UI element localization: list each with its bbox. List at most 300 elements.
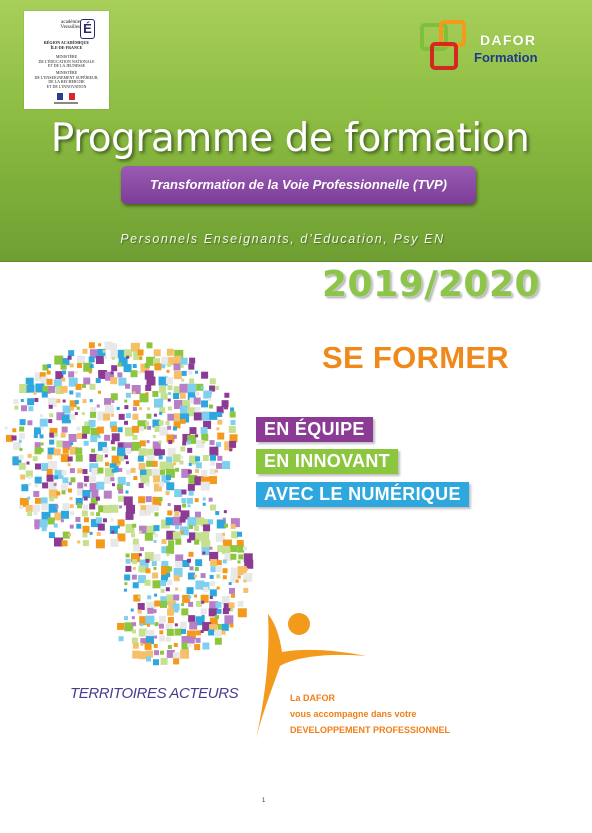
map-tile [27, 398, 34, 405]
map-tile [223, 559, 227, 563]
map-tile [84, 497, 88, 501]
map-tile [70, 442, 73, 445]
map-tile [181, 358, 188, 365]
map-tile [125, 448, 131, 454]
map-tile [188, 552, 193, 557]
map-tile [147, 595, 151, 599]
map-tile [90, 399, 93, 402]
map-tile [210, 589, 217, 596]
map-tile [230, 420, 235, 425]
map-tile [202, 615, 205, 618]
map-tile [133, 539, 139, 545]
map-tile [33, 505, 40, 512]
map-tile [131, 468, 136, 473]
map-tile [216, 442, 221, 447]
map-tile [124, 589, 127, 592]
map-tile [229, 623, 233, 627]
map-tile [243, 588, 248, 593]
map-tile [209, 412, 217, 420]
map-tile [118, 519, 125, 526]
map-tile [47, 364, 51, 368]
map-tile [40, 448, 44, 452]
map-tile [175, 539, 181, 545]
map-tile [56, 399, 60, 403]
map-tile [222, 461, 230, 469]
map-tile [180, 461, 184, 465]
map-tile [188, 364, 194, 370]
map-tile [215, 615, 219, 619]
map-tile [104, 356, 107, 359]
map-tile [133, 400, 139, 406]
map-tile [159, 440, 162, 443]
header-band [0, 0, 592, 262]
map-tile [167, 567, 172, 572]
map-tile [229, 426, 236, 433]
map-tile [76, 384, 82, 390]
map-tile [84, 484, 87, 487]
map-tile [222, 533, 225, 536]
dafor-line-2: vous accompagne dans votre [290, 709, 417, 719]
map-tile [189, 463, 192, 466]
map-tile [173, 393, 179, 399]
map-tile [145, 421, 149, 425]
map-tile [13, 399, 18, 404]
map-tile [68, 350, 74, 356]
map-tile [153, 609, 157, 613]
marianne-flag-icon [57, 93, 75, 100]
map-tile [161, 539, 166, 544]
map-tile [126, 553, 130, 557]
map-tile [140, 623, 143, 626]
map-tile [189, 378, 194, 383]
dafor-formation-logo [418, 20, 558, 72]
map-tile [168, 392, 171, 395]
map-tile [195, 469, 199, 473]
map-tile [33, 491, 39, 497]
map-tile [167, 609, 174, 616]
map-tile [40, 434, 44, 438]
map-tile [54, 475, 58, 479]
map-tile [215, 602, 221, 608]
map-tile [173, 426, 177, 430]
map-tile [201, 386, 204, 389]
map-tile [21, 484, 28, 491]
map-tile [154, 650, 159, 655]
map-tile [126, 461, 129, 464]
map-tile [126, 356, 129, 359]
map-tile [195, 567, 199, 571]
map-tile [181, 498, 186, 503]
map-tile [54, 524, 58, 528]
map-tile [61, 511, 69, 519]
map-tile [175, 588, 178, 591]
map-tile [166, 482, 174, 490]
map-tile [90, 532, 93, 535]
map-tile [154, 622, 158, 626]
map-tile [117, 372, 122, 377]
map-tile [173, 454, 181, 462]
map-tile [83, 540, 89, 546]
map-tile [160, 601, 167, 608]
map-tile [145, 580, 151, 586]
map-tile [203, 587, 208, 592]
map-tile [34, 398, 38, 402]
map-tile [27, 462, 30, 465]
map-tile [33, 456, 38, 461]
map-tile [77, 540, 80, 543]
map-tile [82, 426, 90, 434]
map-tile [34, 483, 38, 487]
map-tile [126, 470, 131, 475]
map-tile [195, 512, 201, 518]
map-tile [69, 391, 73, 395]
map-tile [209, 447, 218, 456]
map-tile [210, 505, 216, 511]
page-title: Programme de formation [50, 116, 530, 161]
map-tile [132, 651, 140, 659]
map-tile [145, 533, 153, 541]
map-tile [111, 440, 115, 444]
dafor-logo-sub: Formation [474, 50, 538, 65]
map-tile [229, 582, 232, 585]
map-tile [132, 414, 138, 420]
map-tile [187, 384, 196, 393]
map-tile [82, 469, 87, 474]
map-tile [118, 363, 122, 367]
map-tile [152, 573, 158, 579]
map-tile [209, 498, 213, 502]
map-tile [224, 393, 229, 398]
map-tile [182, 441, 186, 445]
map-tile [230, 609, 233, 612]
map-tile [153, 476, 160, 483]
map-tile [82, 510, 88, 516]
map-tile [173, 595, 179, 601]
map-tile [12, 435, 17, 440]
map-tile [40, 414, 43, 417]
map-tile [189, 525, 193, 529]
map-tile [181, 379, 184, 382]
map-tile [154, 644, 158, 648]
map-tile [146, 461, 152, 467]
map-tile [230, 554, 236, 560]
map-tile [105, 462, 109, 466]
map-tile [131, 370, 138, 377]
map-tile [209, 547, 212, 550]
map-tile [112, 469, 116, 473]
map-tile [125, 384, 130, 389]
map-tile [118, 496, 124, 502]
academie-logo-word: académie Versailles [60, 20, 80, 30]
map-tile [68, 371, 74, 377]
map-tile [70, 414, 76, 420]
map-tile [49, 405, 53, 409]
map-tile [222, 546, 230, 554]
map-tile [217, 456, 222, 461]
map-tile [62, 540, 68, 546]
map-tile [210, 469, 216, 475]
map-tile [126, 512, 134, 520]
map-tile [166, 377, 173, 384]
map-tile [47, 454, 52, 459]
map-tile [90, 435, 97, 442]
map-tile [76, 455, 83, 462]
map-tile [111, 531, 114, 534]
map-tile [159, 427, 168, 436]
map-tile [182, 504, 186, 508]
map-tile [167, 426, 171, 430]
map-tile [243, 547, 247, 551]
map-tile [154, 540, 157, 543]
map-tile [56, 440, 63, 447]
map-tile [77, 427, 81, 431]
map-tile [33, 392, 36, 395]
map-tile [188, 371, 192, 375]
map-tile [132, 559, 137, 564]
map-tile [153, 567, 156, 570]
map-tile [210, 575, 214, 579]
map-tile [166, 370, 169, 373]
map-tile [187, 440, 191, 444]
map-tile [75, 400, 79, 404]
map-tile [89, 420, 96, 427]
map-tile [168, 440, 172, 444]
map-tile [202, 643, 209, 650]
map-tile [75, 447, 82, 454]
map-tile [166, 421, 170, 425]
map-tile [90, 512, 94, 516]
map-tile [133, 476, 137, 480]
map-tile [167, 510, 172, 515]
map-tile [139, 463, 146, 470]
map-tile [77, 407, 80, 410]
map-tile [140, 440, 146, 446]
map-tile [201, 630, 204, 633]
map-tile [62, 427, 68, 433]
map-tile [195, 407, 201, 413]
map-tile [124, 574, 130, 580]
map-tile [96, 512, 100, 516]
map-tile [201, 482, 210, 491]
map-tile [208, 519, 213, 524]
map-tile [215, 638, 222, 645]
map-tile [166, 546, 174, 554]
map-tile [111, 414, 114, 417]
map-tile [61, 364, 67, 370]
map-tile [70, 511, 74, 515]
map-tile [188, 504, 191, 507]
map-tile [181, 608, 188, 615]
map-tile [139, 651, 147, 659]
map-tile [167, 414, 174, 421]
map-tile [231, 524, 236, 529]
map-tile [117, 447, 126, 456]
map-tile [224, 615, 233, 624]
map-tile [70, 477, 75, 482]
map-tile [229, 602, 235, 608]
map-tile [159, 630, 163, 634]
map-tile [89, 503, 95, 509]
map-tile [238, 601, 244, 607]
map-tile [182, 371, 187, 376]
map-tile [189, 622, 197, 630]
map-tile [84, 441, 89, 446]
map-tile [117, 526, 120, 529]
map-tile [124, 364, 132, 372]
map-tile [124, 400, 127, 403]
map-tile [21, 405, 27, 411]
map-tile [19, 440, 22, 443]
map-tile [194, 526, 199, 531]
map-tile [229, 448, 232, 451]
map-tile [181, 419, 186, 424]
map-tile [124, 455, 128, 459]
map-tile [166, 573, 170, 577]
map-tile [195, 498, 199, 502]
map-tile [103, 505, 111, 513]
map-tile [33, 511, 37, 515]
map-tile [132, 629, 136, 633]
map-tile [132, 638, 138, 644]
map-tile [161, 589, 165, 593]
map-tile [188, 596, 191, 599]
map-tile [82, 412, 85, 415]
map-tile [90, 384, 96, 390]
map-tile [210, 596, 213, 599]
map-tile [61, 484, 68, 491]
map-tile [56, 491, 60, 495]
map-tile [146, 651, 153, 658]
map-tile [139, 553, 142, 556]
map-tile [208, 398, 211, 401]
map-tile [49, 532, 55, 538]
map-tile [117, 407, 120, 410]
map-tile [103, 518, 107, 522]
map-tile [27, 420, 32, 425]
map-tile [111, 365, 117, 371]
map-tile [124, 405, 128, 409]
map-tile [217, 560, 222, 565]
map-tile [238, 575, 241, 578]
map-tile [168, 617, 174, 623]
map-tile [195, 392, 199, 396]
map-tile [153, 525, 159, 531]
map-tile [112, 483, 115, 486]
map-tile [139, 483, 144, 488]
map-tile [131, 533, 135, 537]
map-tile [89, 357, 95, 363]
map-tile [180, 650, 189, 659]
map-tile [111, 393, 118, 400]
map-tile [98, 435, 101, 438]
map-tile [96, 482, 104, 490]
map-tile [189, 427, 196, 434]
map-tile [217, 587, 220, 590]
map-tile [126, 393, 131, 398]
runner-head [288, 613, 310, 635]
map-tile [216, 427, 219, 430]
map-tile [208, 391, 212, 395]
map-tile [34, 524, 39, 529]
map-tile [201, 470, 207, 476]
map-tile [110, 343, 117, 350]
map-tile [69, 434, 77, 442]
map-tile [188, 470, 192, 474]
map-tile [146, 511, 151, 516]
map-tile [103, 414, 110, 421]
map-tile [98, 391, 101, 394]
map-tile [83, 505, 88, 510]
map-tile [139, 448, 147, 456]
map-tile [19, 426, 24, 431]
map-tile [188, 602, 193, 607]
map-tile [146, 482, 150, 486]
map-tile [28, 454, 32, 458]
dafor-line-1: La DAFOR [290, 693, 335, 703]
map-tile [138, 456, 144, 462]
map-tile [189, 491, 194, 496]
map-tile [47, 475, 54, 482]
map-tile [154, 636, 157, 639]
map-tile [35, 442, 41, 448]
map-tile [159, 421, 164, 426]
map-tile [61, 454, 69, 462]
map-tile [175, 629, 182, 636]
map-tile [82, 532, 87, 537]
map-tile [42, 392, 48, 398]
academie-logo-ministere-2: MINISTÈRE DE L'ENSEIGNEMENT SUPÉRIEUR, DE LA RECHERCHE ET DE L'INNOVATION [34, 70, 99, 89]
map-tile [28, 476, 31, 479]
map-tile [168, 540, 174, 546]
map-tile [82, 434, 87, 439]
map-tile [14, 406, 18, 410]
map-tile [97, 532, 101, 536]
map-tile [62, 503, 69, 510]
map-tile [146, 496, 152, 502]
map-tile [187, 539, 191, 543]
map-tile [167, 363, 171, 367]
map-tile [133, 643, 139, 649]
map-tile [224, 510, 227, 513]
map-tile [54, 449, 61, 456]
map-tile [181, 489, 186, 494]
map-tile [181, 531, 184, 534]
map-tile [147, 407, 150, 410]
map-tile [180, 622, 187, 629]
map-tile [124, 616, 128, 620]
map-tile [217, 433, 224, 440]
map-tile [126, 491, 129, 494]
academie-logo-ministere-1: MINISTÈRE DE L'ÉDUCATION NATIONALE ET DE LA JEUNESSE [38, 54, 95, 69]
map-tile [173, 652, 180, 659]
map-tile [201, 434, 208, 441]
map-tile [159, 386, 166, 393]
map-tile [147, 624, 150, 627]
map-tile [139, 510, 145, 516]
map-tile [153, 659, 159, 665]
map-tile [61, 386, 68, 393]
dafor-accompagne-text [290, 690, 450, 738]
map-tile [96, 517, 102, 523]
map-tile [68, 489, 72, 493]
map-tile [147, 608, 153, 614]
map-tile [195, 434, 198, 437]
map-tile [166, 475, 171, 480]
map-tile [70, 504, 74, 508]
map-tile [154, 554, 161, 561]
map-tile [21, 399, 24, 402]
map-tile [194, 540, 199, 545]
